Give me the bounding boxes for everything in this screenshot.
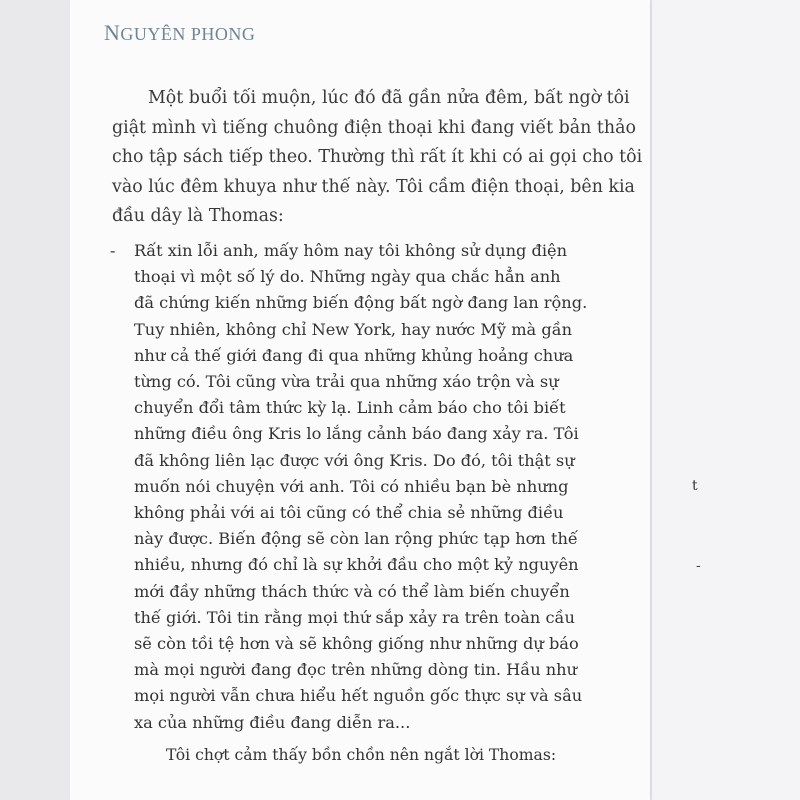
dialog-block [110,238,630,736]
dialog-line: như cả thế giới đang đi qua những khủng hoảng chưa [134,345,574,365]
paragraph-line: vào lúc đêm khuya như thế này. Tôi cầm điện thoại, bên kia [112,176,635,197]
dialog-line: chuyển đổi tâm thức kỳ lạ. Linh cảm báo cho tôi biết [134,398,566,418]
closing-line: Tôi chợt cảm thấy bồn chồn nên ngắt lời Thomas: [166,746,557,764]
dialog-line: thế giới. Tôi tin rằng mọi thứ sắp xảy ra trên toàn cầu [134,607,575,627]
dialog-line: nhiều, nhưng đó chỉ là sự khởi đầu cho một kỷ nguyên [134,555,579,575]
dialog-line: sẽ còn tồi tệ hơn và sẽ không giống như những dự báo [134,634,579,654]
dialog-line: mọi người vẫn chưa hiểu hết nguồn gốc thực sự và sâu [134,686,583,706]
author-initial: N [104,20,121,45]
adjacent-page-fragment: - [696,558,701,574]
dialog-line: mới đầy những thách thức và có thể làm biến chuyển [134,581,570,601]
paragraph-line: giật mình vì tiếng chuông điện thoại khi đang viết bản thảo [112,117,636,138]
dialog-line: muốn nói chuyện với anh. Tôi có nhiều bạn bè nhưng [134,476,569,496]
dialog-line: đã chứng kiến những biến động bất ngờ đang lan rộng. [134,293,588,313]
book-page [70,0,650,800]
dialog-line: từng có. Tôi cũng vừa trải qua những xáo trộn và sự [134,372,559,392]
dialog-line: đã không liên lạc được với ông Kris. Do đó, tôi thật sự [134,450,575,470]
dialog-line: Rất xin lỗi anh, mấy hôm nay tôi không sử dụng điện [134,241,568,260]
author-name-rest: GUYÊN PHONG [120,24,256,44]
dialog-line: mà mọi người đang đọc trên những dòng tin. Hầu như [134,660,578,680]
paragraph-line: Một buổi tối muộn, lúc đó đã gần nửa đêm, bất ngờ tôi [148,88,630,108]
dialog-line: thoại vì một số lý do. Những ngày qua chắc hẳn anh [134,267,561,287]
dialog-line: này được. Biến động sẽ còn lan rộng phức tạp hơn thế [134,529,578,549]
adjacent-page [652,0,800,800]
paragraph-line: đầu dây là Thomas: [112,206,284,226]
dialog-line: không phải với ai tôi cũng có thể chia sẻ những điều [134,503,564,523]
paragraph-line: cho tập sách tiếp theo. Thường thì rất ít khi có ai gọi cho tôi [112,147,643,167]
author-header [104,20,255,46]
dialog-line: những điều ông Kris lo lắng cảnh báo đang xảy ra. Tôi [134,424,579,444]
opening-paragraph [112,84,643,232]
dialog-dash: - [110,241,116,260]
dialog-line: Tuy nhiên, không chỉ New York, hay nước Mỹ mà gần [134,319,573,339]
adjacent-page-fragment: t [692,478,698,494]
dialog-line: xa của những điều đang diễn ra... [134,712,411,732]
